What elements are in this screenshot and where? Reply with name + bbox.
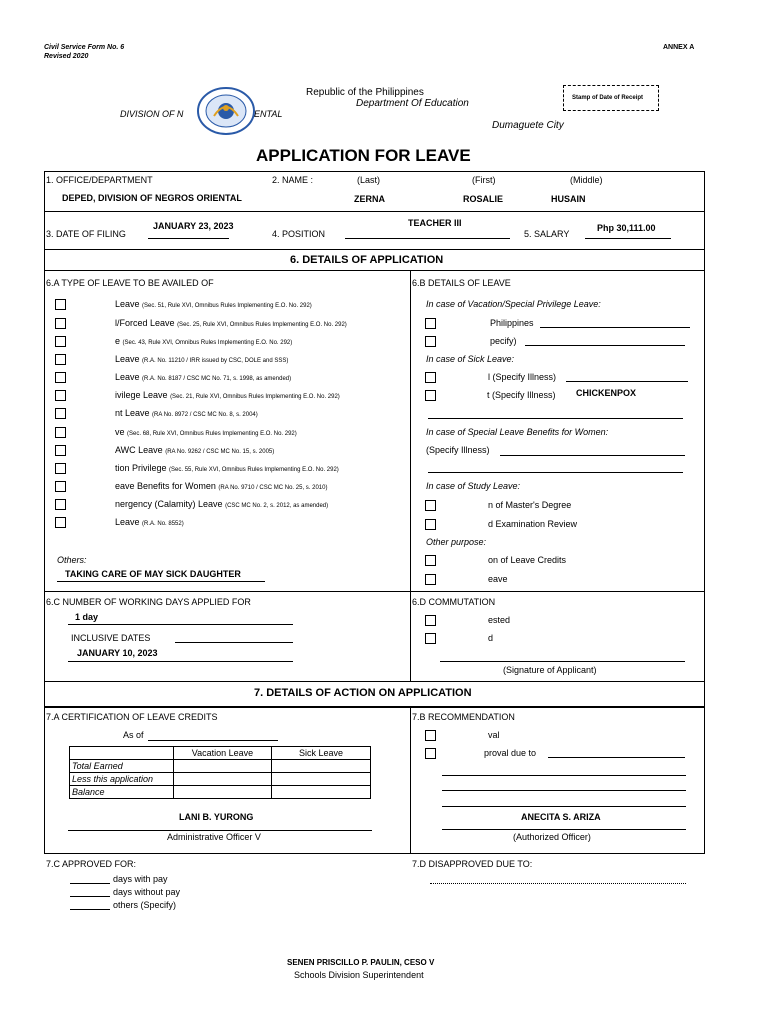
- working-days-underline: [68, 624, 293, 625]
- section-7d-label: 7.D DISAPPROVED DUE TO:: [412, 859, 533, 869]
- vacation-underline-1: [540, 327, 690, 328]
- study-heading: In case of Study Leave:: [426, 481, 521, 491]
- section-6b-label: 6.B DETAILS OF LEAVE: [412, 278, 511, 288]
- less-vacation-cell[interactable]: [174, 773, 272, 786]
- commutation-option-1: ested: [488, 615, 511, 625]
- section-7a-label: 7.A CERTIFICATION OF LEAVE CREDITS: [46, 712, 218, 722]
- less-sick-cell[interactable]: [272, 773, 371, 786]
- divider: [44, 249, 705, 250]
- middle-name-value[interactable]: HUSAIN: [551, 194, 586, 204]
- divider: [44, 681, 705, 682]
- sick-checkbox-1[interactable]: [425, 372, 436, 383]
- other-purpose-heading: Other purpose:: [426, 537, 487, 547]
- name-label: 2. NAME :: [272, 175, 314, 185]
- col-vacation-header: Vacation Leave: [174, 747, 272, 760]
- salary-label: 5. SALARY: [524, 229, 570, 239]
- sick-option-2: t (Specify Illness): [487, 390, 556, 400]
- section-6-title: 6. DETAILS OF APPLICATION: [290, 254, 444, 266]
- stamp-box: [563, 85, 659, 111]
- leave-type-1: Leave (Sec. 51, Rule XVI, Omnibus Rules Implementing E.O. No. 292): [115, 299, 312, 309]
- recommendation-underline-3[interactable]: [442, 790, 686, 791]
- republic-label: Republic of the Philippines: [306, 87, 424, 98]
- superintendent-title: Schools Division Superintendent: [294, 970, 424, 980]
- leave-type-checkbox-13[interactable]: [55, 517, 66, 528]
- department-label: Department Of Education: [356, 98, 469, 109]
- inclusive-dates-underline-1: [175, 642, 293, 643]
- vacation-checkbox-2[interactable]: [425, 336, 436, 347]
- last-name-value[interactable]: ZERNA: [354, 194, 385, 204]
- admin-officer-line: [68, 830, 372, 831]
- form-revised: Revised 2020: [44, 53, 89, 60]
- study-option-2: d Examination Review: [488, 519, 578, 529]
- leave-type-10: tion Privilege (Sec. 55, Rule XVI, Omnibus Rules Implementing E.O. No. 292): [115, 463, 339, 473]
- form-main-border: [44, 171, 705, 707]
- position-underline: [345, 238, 510, 239]
- as-of-underline[interactable]: [148, 740, 278, 741]
- balance-sick-cell[interactable]: [272, 786, 371, 799]
- sick-checkbox-2[interactable]: [425, 390, 436, 401]
- leave-type-2: l/Forced Leave (Sec. 25, Rule XVI, Omnibus Rules Implementing E.O. No. 292): [115, 318, 347, 328]
- leave-type-checkbox-8[interactable]: [55, 427, 66, 438]
- office-label: 1. OFFICE/DEPARTMENT: [46, 175, 153, 185]
- filing-date-value[interactable]: JANUARY 23, 2023: [153, 221, 234, 231]
- recommendation-checkbox-2[interactable]: [425, 748, 436, 759]
- others-label: Others:: [57, 555, 87, 565]
- study-checkbox-2[interactable]: [425, 519, 436, 530]
- leave-type-checkbox-3[interactable]: [55, 336, 66, 347]
- leave-type-checkbox-5[interactable]: [55, 372, 66, 383]
- page-title: APPLICATION FOR LEAVE: [256, 146, 471, 165]
- days-with-pay-label: days with pay: [113, 874, 168, 884]
- division-label: DIVISION OF N: [120, 109, 184, 119]
- sick-illness-value[interactable]: CHICKENPOX: [576, 388, 637, 398]
- row-less-label: Less this application: [70, 773, 174, 786]
- divider: [44, 270, 705, 271]
- days-without-pay-underline[interactable]: [70, 896, 110, 897]
- sick-underline-1: [566, 381, 688, 382]
- position-label: 4. POSITION: [272, 229, 326, 239]
- col-sick-header: Sick Leave: [272, 747, 371, 760]
- divider: [44, 211, 705, 212]
- row-balance-label: Balance: [70, 786, 174, 799]
- table-row: [70, 760, 371, 773]
- section-6d-label: 6.D COMMUTATION: [412, 597, 496, 607]
- deped-logo-icon: [196, 86, 256, 136]
- salary-value[interactable]: Php 30,111.00: [597, 223, 656, 233]
- vacation-heading: In case of Vacation/Special Privilege Leave:: [426, 299, 601, 309]
- table-row: [70, 786, 371, 799]
- division-label-end: ENTAL: [254, 109, 283, 119]
- filing-date-underline: [148, 238, 229, 239]
- middle-name-label: (Middle): [570, 175, 603, 185]
- others-value[interactable]: TAKING CARE OF MAY SICK DAUGHTER: [65, 569, 241, 579]
- leave-type-13: Leave (R.A. No. 8552): [115, 517, 184, 527]
- other-purpose-checkbox-2[interactable]: [425, 574, 436, 585]
- leave-type-checkbox-9[interactable]: [55, 445, 66, 456]
- table-row: [70, 773, 371, 786]
- leave-type-4: Leave (R.A. No. 11210 / IRR issued by CSC, DOLE and SSS): [115, 354, 289, 364]
- recommendation-underline-2[interactable]: [442, 775, 686, 776]
- leave-type-checkbox-11[interactable]: [55, 481, 66, 492]
- days-with-pay-underline[interactable]: [70, 883, 110, 884]
- salary-underline: [585, 238, 671, 239]
- days-without-pay-label: days without pay: [113, 887, 181, 897]
- total-sick-cell[interactable]: [272, 760, 371, 773]
- women-heading: In case of Special Leave Benefits for Women:: [426, 427, 609, 437]
- leave-type-checkbox-6[interactable]: [55, 390, 66, 401]
- authorized-officer-line: [442, 829, 686, 830]
- section-6c-label: 6.C NUMBER OF WORKING DAYS APPLIED FOR: [46, 597, 251, 607]
- other-purpose-checkbox-1[interactable]: [425, 555, 436, 566]
- section-7b-label: 7.B RECOMMENDATION: [412, 712, 515, 722]
- form-number: Civil Service Form No. 6: [44, 44, 125, 51]
- sick-option-1: l (Specify Illness): [488, 372, 557, 382]
- office-value[interactable]: DEPED, DIVISION OF NEGROS ORIENTAL: [62, 193, 242, 203]
- column-divider: [410, 591, 411, 681]
- balance-vacation-cell[interactable]: [174, 786, 272, 799]
- filing-date-label: 3. DATE OF FILING: [46, 229, 126, 239]
- leave-type-checkbox-12[interactable]: [55, 499, 66, 510]
- vacation-option-1: Philippines: [490, 318, 534, 328]
- commutation-checkbox-1[interactable]: [425, 615, 436, 626]
- recommendation-checkbox-1[interactable]: [425, 730, 436, 741]
- vacation-option-2: pecify): [490, 336, 517, 346]
- applicant-signature-line: [440, 661, 685, 662]
- admin-officer-title: Administrative Officer V: [167, 832, 261, 842]
- leave-type-9: AWC Leave (RA No. 9262 / CSC MC No. 15, s. 2005): [115, 445, 275, 455]
- recommendation-underline-4[interactable]: [442, 806, 686, 807]
- recommendation-underline-1[interactable]: [548, 757, 685, 758]
- city-label: Dumaguete City: [492, 120, 564, 131]
- section-6a-label: 6.A TYPE OF LEAVE TO BE AVAILED OF: [46, 278, 214, 288]
- commutation-checkbox-2[interactable]: [425, 633, 436, 644]
- leave-type-12: nergency (Calamity) Leave (CSC MC No. 2, s. 2012, as amended): [115, 499, 329, 509]
- other-purpose-option-2: eave: [488, 574, 508, 584]
- study-option-1: n of Master's Degree: [488, 500, 572, 510]
- position-value[interactable]: TEACHER III: [408, 218, 462, 228]
- last-name-label: (Last): [357, 175, 381, 185]
- leave-type-checkbox-4[interactable]: [55, 354, 66, 365]
- commutation-option-2: d: [488, 633, 494, 643]
- leave-type-checkbox-7[interactable]: [55, 408, 66, 419]
- section-7-title: 7. DETAILS OF ACTION ON APPLICATION: [254, 687, 472, 699]
- leave-type-11: eave Benefits for Women (RA No. 9710 / CSC MC No. 25, s. 2010): [115, 481, 328, 491]
- women-underline-1: [500, 455, 685, 456]
- row-total-label: Total Earned: [70, 760, 174, 773]
- admin-officer-name: LANI B. YURONG: [179, 812, 254, 822]
- leave-type-5: Leave (R.A. No. 8187 / CSC MC No. 71, s. 1998, as amended): [115, 372, 292, 382]
- leave-type-checkbox-2[interactable]: [55, 318, 66, 329]
- women-underline-2: [428, 472, 683, 473]
- women-option-1: (Specify Illness): [426, 445, 490, 455]
- others-specify-underline[interactable]: [70, 909, 110, 910]
- first-name-value[interactable]: ROSALIE: [463, 194, 504, 204]
- section-7c-label: 7.C APPROVED FOR:: [46, 859, 137, 869]
- inclusive-dates-value[interactable]: JANUARY 10, 2023: [77, 648, 158, 658]
- authorized-officer-name: ANECITA S. ARIZA: [521, 812, 601, 822]
- leave-type-6: ivilege Leave (Sec. 21, Rule XVI, Omnibus Rules Implementing E.O. No. 292): [115, 390, 340, 400]
- as-of-label: As of: [123, 730, 144, 740]
- disapproved-underline[interactable]: [430, 883, 686, 884]
- leave-type-8: ve (Sec. 68, Rule XVI, Omnibus Rules Implementing E.O. No. 292): [115, 427, 297, 437]
- column-divider: [410, 270, 411, 591]
- other-purpose-option-1: on of Leave Credits: [488, 555, 567, 565]
- leave-type-checkbox-10[interactable]: [55, 463, 66, 474]
- total-vacation-cell[interactable]: [174, 760, 272, 773]
- annex-label: ANNEX A: [663, 44, 695, 51]
- recommendation-option-2: proval due to: [484, 748, 537, 758]
- recommendation-option-1: val: [488, 730, 500, 740]
- sick-heading: In case of Sick Leave:: [426, 354, 515, 364]
- vacation-checkbox-1[interactable]: [425, 318, 436, 329]
- authorized-officer-title: (Authorized Officer): [513, 832, 591, 842]
- inclusive-dates-label: INCLUSIVE DATES: [71, 633, 151, 643]
- sick-underline-3: [428, 418, 683, 419]
- working-days-value[interactable]: 1 day: [75, 612, 99, 622]
- vacation-underline-2: [525, 345, 685, 346]
- stamp-label: Stamp of Date of Receipt: [572, 95, 644, 101]
- superintendent-name: SENEN PRISCILLO P. PAULIN, CESO V: [287, 958, 435, 967]
- leave-type-3: e (Sec. 43, Rule XVI, Omnibus Rules Implementing E.O. No. 292): [115, 336, 293, 346]
- others-specify-label: others (Specify): [113, 900, 177, 910]
- leave-type-7: nt Leave (RA No. 8972 / CSC MC No. 8, s. 2004): [115, 408, 258, 418]
- leave-type-checkbox-1[interactable]: [55, 299, 66, 310]
- divider: [44, 591, 705, 592]
- inclusive-dates-underline-2: [68, 661, 293, 662]
- applicant-signature-label: (Signature of Applicant): [503, 665, 597, 675]
- others-underline: [57, 581, 265, 582]
- column-divider: [410, 707, 411, 854]
- first-name-label: (First): [472, 175, 496, 185]
- leave-credits-table: [69, 746, 371, 799]
- study-checkbox-1[interactable]: [425, 500, 436, 511]
